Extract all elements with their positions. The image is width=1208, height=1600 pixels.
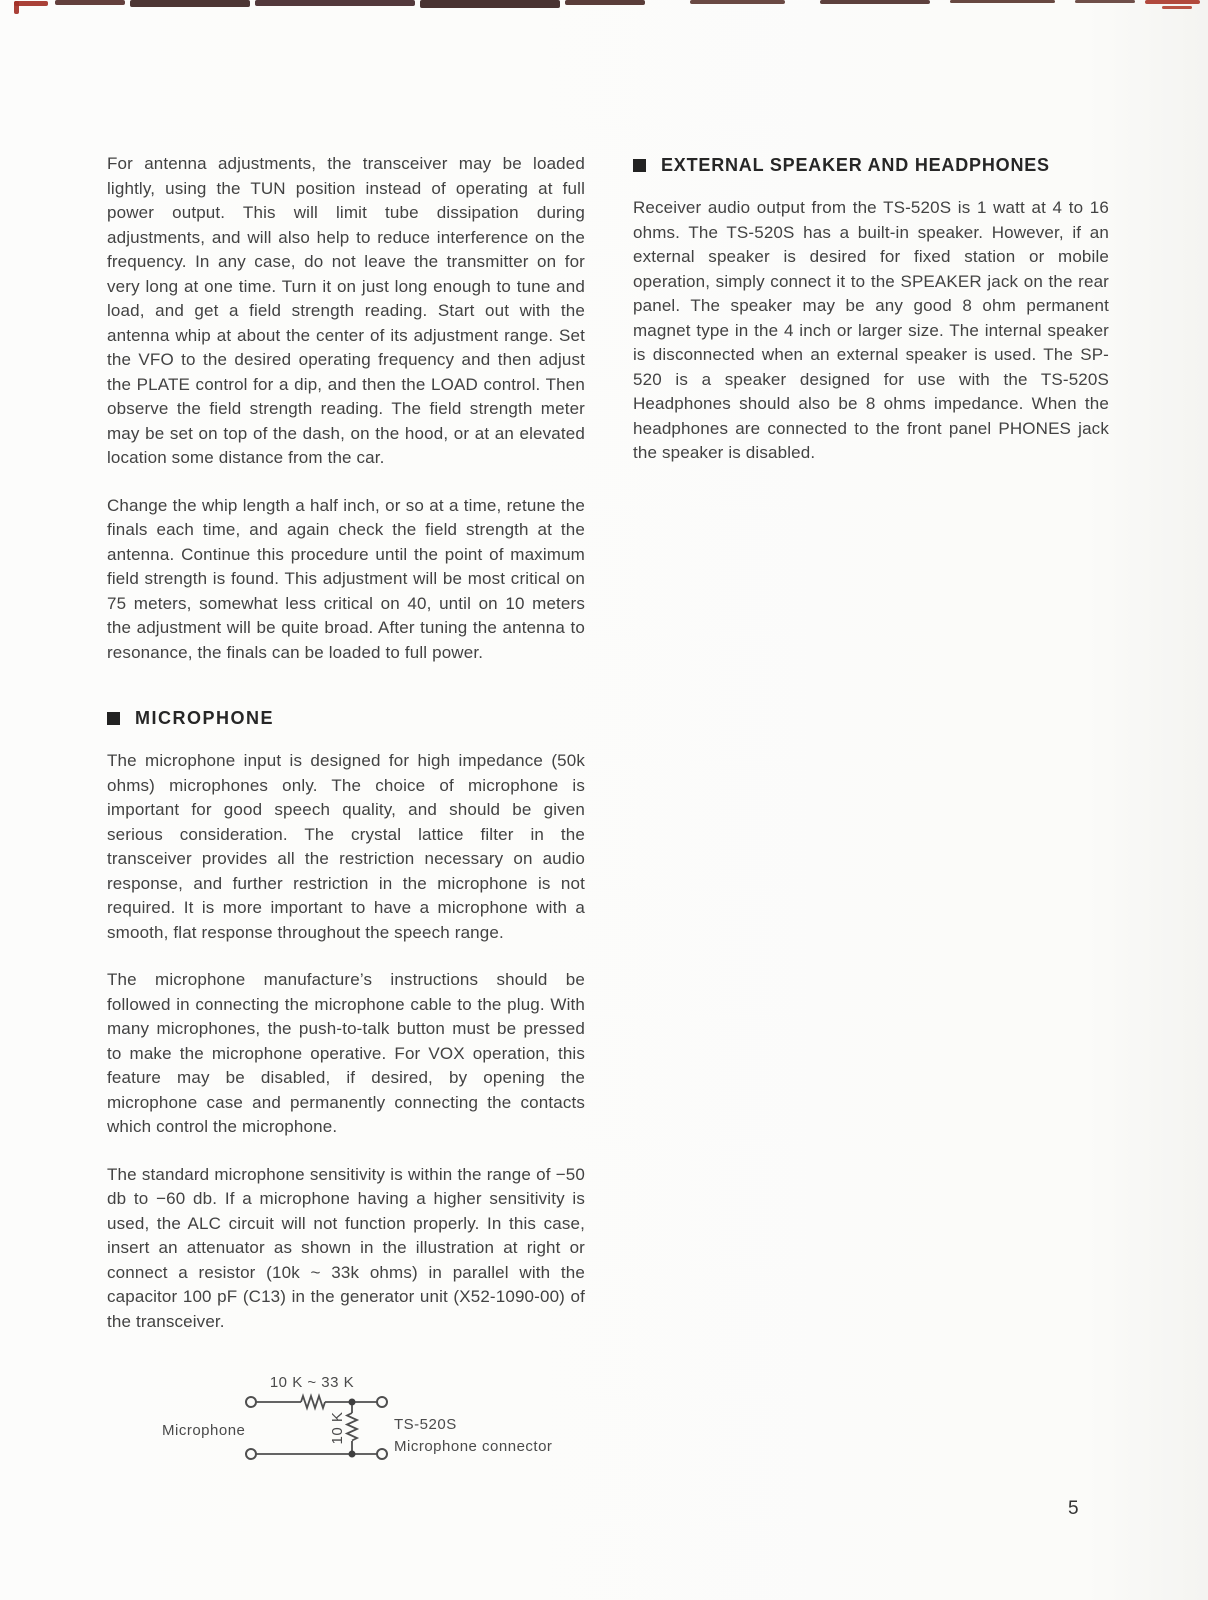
artifact-red-mark (14, 1, 48, 6)
junction-top (349, 1399, 356, 1406)
series-resistor (301, 1396, 325, 1408)
speaker-heading-label: EXTERNAL SPEAKER AND HEADPHONES (661, 155, 1050, 175)
artifact-dash (950, 0, 1055, 3)
paragraph-antenna-adjustment: For antenna adjustments, the transceiver may be loaded lightly, using the TUN position instead of operating at full power output. This will limit tube dissipation during adjustments, and will also help to reduce interference on the frequency. In any case, do not leave the transmitter on for very long at one time. Turn it on just long enough to tune and load, and get a field strength reading. Start out with the antenna whip at about the center of its adjustment range. Set the VFO to the desired operating frequency and then adjust the PLATE control for a dip, and then the LOAD control. Then observe the field strength reading. The field strength meter may be set on top of the dash, on the hood, or at an elevated location some distance from the car. (107, 154, 585, 467)
series-resistor-label: 10 K ~ 33 K (269, 1374, 355, 1391)
artifact-dash (130, 0, 250, 7)
paragraph-mic-instructions: The microphone manufacture’s instructions should be followed in connecting the microphone cable to the plug. With many microphones, the push-to-talk button must be pressed to make the microphone operative. For VOX operation, this feature may be disabled, if desired, by opening the microphone case and permanently connecting the contacts which control the microphone. (107, 970, 585, 1136)
terminal-bottom-left (246, 1449, 256, 1459)
right-column (633, 152, 1109, 489)
artifact-dash (820, 0, 930, 4)
artifact-red-mark (14, 1, 19, 14)
paragraph-whip-length: Change the whip length a half inch, or so at a time, retune the finals each time, and again check the field strength at the antenna. Continue this procedure until the point of maximum field strength is found. This adjustment will be most critical on 75 meters, somewhat less critical on 40, until on 10 meters the adjustment will be quite broad. After tuning the antenna to resonance, the finals can be loaded to full power. (107, 495, 585, 662)
connector-label-line2: Microphone connector (394, 1438, 552, 1455)
terminal-top-right (377, 1397, 387, 1407)
artifact-red-mark (1145, 0, 1200, 4)
terminal-top-left (246, 1397, 256, 1407)
artifact-red-mark (1162, 6, 1192, 9)
connector-label-line1: TS-520S (394, 1416, 457, 1433)
paragraph-speaker-headphones: Receiver audio output from the TS-520S is 1 watt at 4 to 16 ohms. The TS-520S has a built-in speaker. However, if an external speaker is desired for fixed station or mobile operation, simply connect it to the SPEAKER jack on the rear panel. The speaker may be any good 8 ohm permanent magnet type in the 4 inch or larger size. The internal speaker is disconnected when an external speaker is used. The SP-520 is a speaker designed for use with the TS-520S Headphones should also be 8 ohms impedance. When the headphones are connected to the front panel PHONES jack the speaker is disabled. (633, 198, 1109, 462)
microphone-side-label: Microphone (162, 1422, 246, 1439)
artifact-dash (55, 0, 125, 5)
shunt-resistor-label: 10 K (329, 1411, 346, 1445)
section-bullet-icon (633, 159, 646, 172)
attenuator-circuit-diagram (162, 1357, 552, 1465)
paragraph-mic-sensitivity: The standard microphone sensitivity is within the range of −50 db to −60 db. If a microphone having a higher sensitivity is used, the ALC circuit will not function properly. In this case, insert an attenuator as shown in the illustration at right or connect a resistor (10k ~ 33k ohms) in parallel with the capacitor 100 pF (C13) in the generator unit (X52-1090-00) of the transceiver. (107, 1164, 585, 1331)
page-number: 5 (1068, 1498, 1079, 1519)
artifact-dash (690, 0, 785, 4)
artifact-dash (420, 0, 560, 8)
speaker-section-heading (633, 154, 1109, 176)
junction-bottom (349, 1451, 356, 1458)
artifact-dash (1075, 0, 1135, 3)
artifact-dash (255, 0, 415, 6)
microphone-heading-label: MICROPHONE (135, 708, 275, 728)
section-bullet-icon (107, 712, 120, 725)
left-column (107, 152, 585, 1465)
terminal-bottom-right (377, 1449, 387, 1459)
artifact-dash (565, 0, 645, 5)
shunt-resistor (347, 1413, 357, 1441)
microphone-section-heading (107, 707, 585, 729)
paragraph-mic-impedance: The microphone input is designed for high impedance (50k ohms) microphones only. The choice of microphone is important for good speech quality, and should be given serious consideration. The crystal lattice filter in the transceiver provides all the restriction necessary on audio response, and further restriction in the microphone is not required. It is more important to have a microphone with a smooth, flat response throughout the speech range. (107, 751, 585, 942)
